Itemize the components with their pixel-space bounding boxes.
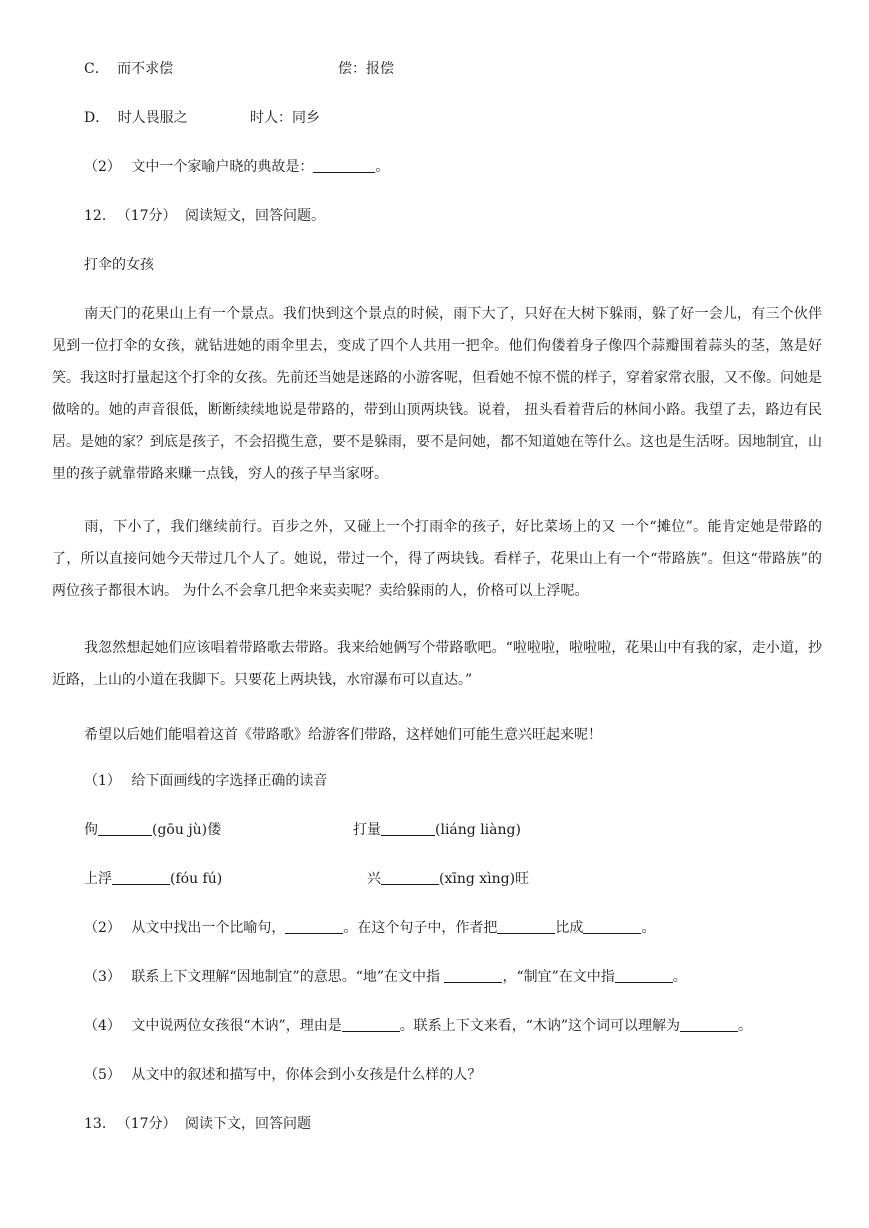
question-prompt: 阅读短文，回答问题。 xyxy=(185,208,325,224)
answer-blank[interactable] xyxy=(112,870,170,885)
subquestion-1 xyxy=(84,771,327,791)
pinyin-char: 打量 xyxy=(353,822,381,838)
question-prompt: 阅读下文，回答问题 xyxy=(185,1116,311,1132)
subquestion-4: （4） 文中说两位女孩很“木讷”，理由是 。联系上下文来看，“木讷”这个词可以理解为 。 xyxy=(84,1018,753,1034)
question-number: （2） xyxy=(84,159,121,175)
question-number: （2） xyxy=(84,920,121,936)
option-d xyxy=(84,108,188,128)
option-d-label: D． xyxy=(84,110,110,126)
pinyin-options: (xīng xìng)旺 xyxy=(439,871,530,887)
pinyin-item-a xyxy=(84,820,221,840)
pinyin-options: (fóu fú) xyxy=(170,871,223,887)
subquestion-5 xyxy=(84,1065,481,1085)
answer-blank[interactable] xyxy=(381,870,439,885)
question-text: 从文中的叙述和描写中，你体会到小女孩是什么样的人？ xyxy=(131,1067,482,1083)
option-c-gloss: 偿：报偿 xyxy=(338,61,394,77)
option-c-label: C． xyxy=(84,61,109,77)
question-number: （4） xyxy=(84,1018,121,1034)
answer-blank[interactable] xyxy=(313,158,375,173)
question-13-header xyxy=(84,1114,311,1134)
pinyin-options: (gōu jù)偻 xyxy=(152,822,222,838)
pinyin-char: 佝 xyxy=(84,822,98,838)
pinyin-item-d xyxy=(367,869,529,889)
subquestion-3: （3） 联系上下文理解“因地制宜”的意思。“地”在文中指 ，“制宜”在文中指 。 xyxy=(84,969,687,985)
question-number: 13. xyxy=(84,1116,107,1132)
question-score: （17分） xyxy=(116,208,177,224)
story-title: 打伞的女孩 xyxy=(84,257,154,273)
story-paragraph-2: 雨，下小了，我们继续前行。百步之外，又碰上一个打雨伞的孩子，好比菜场上的又 一个“摊位”。能肯定她是带路的了，所以直接问她今天带过几个人了。她说，带过一个，得了两块钱。看样子，花果山上有一个“带路族”。但这“带路族”的两位孩子都很木讷。 为什么不会拿几把伞来卖卖呢？卖给躲雨的人，价格可以上浮呢。 xyxy=(52,519,822,599)
story-paragraph-3: 我忽然想起她们应该唱着带路歌去带路。我来给她俩写个带路歌吧。“啦啦啦，啦啦啦，花果山中有我的家，走小道，抄近路，上山的小道在我脚下。只要花上两块钱，水帘瀑布可以直达。” xyxy=(52,640,822,688)
pinyin-item-c xyxy=(84,869,222,889)
answer-blank[interactable] xyxy=(444,968,502,983)
question-text: 给下面画线的字选择正确的读音 xyxy=(131,773,328,789)
pinyin-char: 上浮 xyxy=(84,871,112,887)
question-number: 12. xyxy=(84,208,107,224)
question-text: 文中一个家喻户晓的典故是： xyxy=(131,159,314,175)
pinyin-options: (liáng liàng) xyxy=(435,822,521,838)
option-c-text: 而不求偿 xyxy=(117,61,174,77)
story-paragraph-1: 南天门的花果山上有一个景点。我们快到这个景点的时候，雨下大了，只好在大树下躲雨，躲了好一会儿，有三个伙伴见到一位打伞的女孩，就钻进她的雨伞里去，变成了四个人共用一把伞。他们佝偻着身子像四个蒜瓣围着蒜头的茎，煞是好笑。我这时打量起这个打伞的女孩。先前还当她是迷路的小游客呢，但看她不惊不慌的样子，穿着家常衣服，又不像。问她是做啥的。她的声音很低，断断续续地说是带路的，带到山顶两块钱。说着， 扭头看着背后的林间小路。我望了去，路边有民居。是她的家？到底是孩子，不会招揽生意，要不是躲雨，要不是问她，都不知道她在等什么。这也是生活呀。因地制宜，山里的孩子就靠带路来赚一点钱，穷人的孩子早当家呀。 xyxy=(52,306,822,482)
pinyin-item-b xyxy=(353,820,521,840)
question-number: （5） xyxy=(84,1067,121,1083)
answer-blank[interactable] xyxy=(285,919,343,934)
option-d-text: 时人畏服之 xyxy=(117,110,188,126)
subquestion-2: （2） 从文中找出一个比喻句， 。在这个句子中，作者把 比成 。 xyxy=(84,920,656,936)
question-score: （17分） xyxy=(116,1116,177,1132)
story-paragraph-4: 希望以后她们能唱着这首《带路歌》给游客们带路，这样她们可能生意兴旺起来呢！ xyxy=(84,727,602,743)
answer-blank[interactable] xyxy=(497,919,555,934)
answer-blank[interactable] xyxy=(381,821,435,836)
question-number: （1） xyxy=(84,773,121,789)
answer-blank[interactable] xyxy=(98,821,152,836)
pinyin-char: 兴 xyxy=(367,871,381,887)
option-c xyxy=(84,59,173,79)
question-number: （3） xyxy=(84,969,121,985)
answer-blank[interactable] xyxy=(342,1017,400,1032)
question-end: 。 xyxy=(375,159,390,175)
question-11-2 xyxy=(84,157,389,177)
answer-blank[interactable] xyxy=(615,968,673,983)
answer-blank[interactable] xyxy=(680,1017,738,1032)
question-12-header xyxy=(84,206,325,226)
option-d-gloss: 时人：同乡 xyxy=(250,110,320,126)
answer-blank[interactable] xyxy=(583,919,641,934)
